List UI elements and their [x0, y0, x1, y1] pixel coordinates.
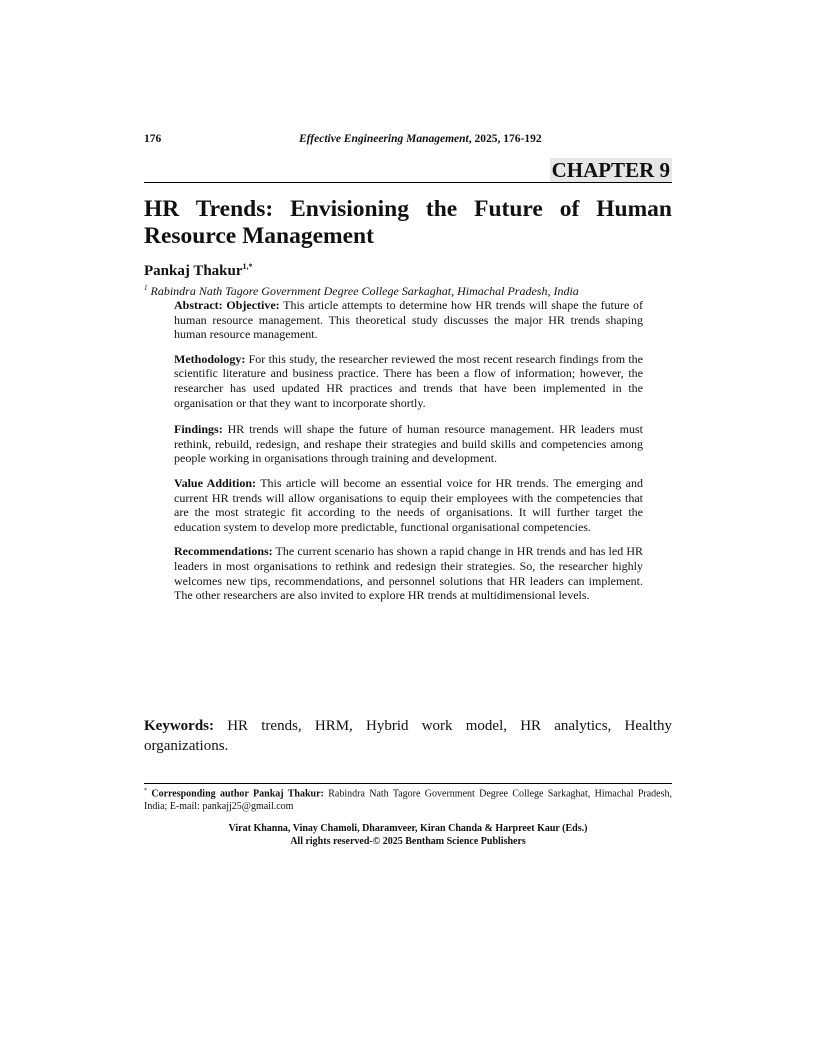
affiliation-sup: 1	[144, 284, 148, 292]
abstract-objective	[174, 298, 643, 342]
author-sup: 1,*	[242, 262, 253, 271]
chapter-title	[144, 196, 672, 250]
abstract-value-addition	[174, 476, 643, 534]
chapter-label: CHAPTER 9	[551, 158, 670, 182]
copyright: All rights reserved-© 2025 Bentham Science Publishers	[290, 836, 526, 847]
journal-year-pages: , 2025, 176-192	[468, 133, 542, 145]
keywords-label: Keywords:	[144, 718, 214, 734]
title-line-1: HR Trends: Envisioning the Future of Human	[144, 196, 672, 222]
footnote-text: Rabindra Nath Tagore Government Degree College Sarkaghat, Himachal Pradesh, India; E-mail: pankajj25@gmail.com	[144, 788, 672, 813]
page-number: 176	[144, 133, 162, 145]
editors: Virat Khanna, Vinay Chamoli, Dharamveer, Kiran Chanda & Harpreet Kaur (Eds.)	[228, 823, 588, 834]
keywords-text: HR trends, HRM, Hybrid work model, HR analytics, Healthy organizations.	[144, 718, 672, 754]
author-name: Pankaj Thakur	[144, 263, 243, 279]
journal-name: Effective Engineering Management	[299, 133, 469, 145]
keywords	[144, 716, 672, 756]
running-header	[144, 133, 672, 145]
footnote-sup: *	[144, 788, 147, 794]
footnote-divider	[144, 783, 672, 784]
abstract-methodology	[174, 352, 643, 410]
journal-citation	[299, 133, 542, 145]
abstract	[174, 298, 643, 613]
section-text: The current scenario has shown a rapid change in HR trends and has led HR leaders in most organisations to rethink and redesign their strategies. So, the researcher highly welcomes new tips, recommendations, and personnel solutions that HR leaders can implement. The other researchers are also invited to explore HR trends at multidimensional levels.	[174, 544, 643, 603]
section-text: HR trends will shape the future of human resource management. HR leaders must rethink, rebuild, redesign, and reshape their strategies and build skills and competencies among people working in organisations through training and development.	[174, 422, 643, 466]
section-label: Recommendations:	[174, 544, 273, 559]
header-divider	[144, 182, 672, 183]
section-label: Findings:	[174, 422, 223, 437]
footnote-label: Corresponding author Pankaj Thakur:	[151, 788, 324, 800]
section-text: For this study, the researcher reviewed the most recent research findings from the scientific literature and business practice. There has been a flow of information; however, the researcher has used updated HR practices and trends that have been implemented in the organisation or that they want to incorporate shortly.	[174, 351, 643, 410]
section-text: This article will become an essential voice for HR trends. The emerging and current HR trends will allow organisations to equip their employees with the competencies that are the most strategic fit according to the needs of organisations. It will further target the education system to develop more predictable, functional organisational competencies.	[174, 475, 644, 534]
affiliation	[144, 284, 579, 299]
affiliation-text: Rabindra Nath Tagore Government Degree College Sarkaghat, Himachal Pradesh, India	[150, 284, 579, 298]
section-label: Value Addition:	[174, 475, 257, 490]
author	[144, 262, 253, 280]
section-text: This article attempts to determine how HR trends will shape the future of human resource management. This theoretical study discusses the major HR trends shaping human resource management.	[174, 298, 643, 342]
publisher-info	[144, 822, 672, 848]
section-label: Methodology:	[174, 351, 246, 366]
section-label: Abstract: Objective:	[174, 298, 280, 312]
title-line-2: Resource Management	[144, 223, 374, 249]
footnote	[144, 785, 672, 813]
abstract-findings	[174, 422, 643, 466]
abstract-recommendations	[174, 544, 643, 602]
